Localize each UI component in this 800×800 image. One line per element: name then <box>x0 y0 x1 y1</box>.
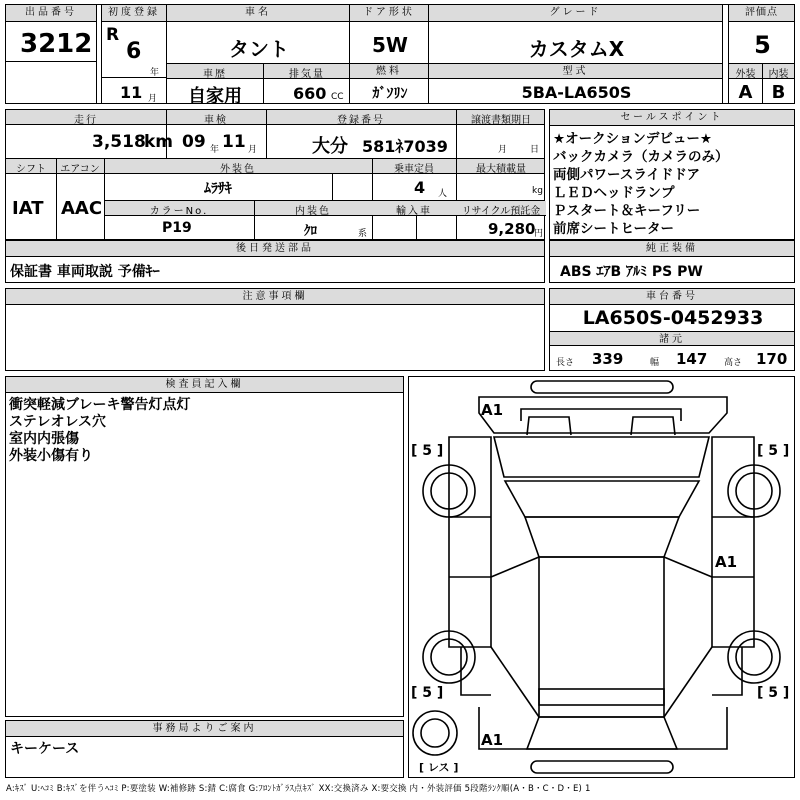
ac-label: エアコン <box>60 164 100 175</box>
displacement-unit: CC <box>331 92 344 102</box>
ext-label: 外装 <box>735 69 756 80</box>
first-reg-cell <box>101 4 167 104</box>
caution-label: 注意事項欄 <box>6 289 544 305</box>
office-text: キーケース <box>10 741 80 757</box>
inspection-month-unit: 月 <box>248 145 258 155</box>
sales-box <box>549 109 795 240</box>
reg-label: 登録番号 <box>337 115 385 126</box>
inspection-year-unit: 年 <box>210 145 220 155</box>
capacity-unit: 人 <box>438 189 448 199</box>
int-color-label: 内装色 <box>295 206 331 217</box>
mileage-unit: km <box>144 132 174 152</box>
vehicle-detail-block <box>5 109 545 240</box>
sales-label: セールスポイント <box>550 110 794 126</box>
inspector-line-1: 衝突軽減ブレーキ警告灯点灯 <box>9 397 191 413</box>
chassis-label: 車台番号 <box>550 289 794 305</box>
lot-number: 3212 <box>20 29 93 59</box>
int-score: B <box>771 82 786 103</box>
recycle-label: リサイクル預託金 <box>461 206 541 217</box>
tire-front-left: [ 5 ] <box>411 443 444 459</box>
sales-line-2: バックカメラ（カメラのみ） <box>553 149 729 165</box>
sales-line-6: 前席シートヒーター <box>553 221 674 237</box>
shift: IAT <box>12 198 44 219</box>
first-reg-month-unit: 月 <box>148 94 158 104</box>
equip-label: 純正装備 <box>550 241 794 257</box>
score-cell <box>728 4 795 104</box>
parts-text: 保証書 車両取説 予備ｷｰ <box>10 264 160 280</box>
width-label: 幅 <box>650 358 660 368</box>
reg-number: 581ﾈ7039 <box>362 137 448 156</box>
length: 339 <box>592 350 624 368</box>
load-unit: kg <box>532 186 543 196</box>
door-cell <box>349 4 429 104</box>
lot-label: 出品番号 <box>6 5 96 22</box>
reg-area: 大分 <box>312 136 348 157</box>
specs-label: 諸元 <box>550 331 794 346</box>
tire-rear-left: [ 5 ] <box>411 685 444 701</box>
car-diagram <box>408 376 795 778</box>
equip-text: ABS ｴｱB ｱﾙﾐ PS PW <box>560 264 703 280</box>
car-outline-svg <box>409 377 794 777</box>
legend: A:ｷｽﾞ U:ﾍｺﾐ B:ｷｽﾞを伴うﾍｺﾐ P:要塗装 W:補修跡 S:錆 C:腐食 G:ﾌﾛﾝﾄｶﾞﾗｽ点ｷｽﾞ XX:交換済み X:要交換 内・外装評価 5段階ﾗﾝｸ順(A・B・C・D・E) 1 <box>6 784 591 794</box>
mileage-label: 走行 <box>74 115 98 126</box>
color-no-label: カラーNo. <box>149 206 209 217</box>
lot-cell <box>5 4 97 104</box>
inspection-label: 車検 <box>204 115 228 126</box>
fuel-label: 燃料 <box>350 63 428 79</box>
first-reg-year-unit: 年 <box>150 68 160 78</box>
grade-cell <box>428 4 723 104</box>
tire-front-right: [ 5 ] <box>757 443 790 459</box>
displacement-label: 排気量 <box>289 69 325 80</box>
door-type: 5W <box>372 33 408 57</box>
inspector-line-4: 外装小傷有り <box>9 448 93 464</box>
color-no: P19 <box>162 220 192 236</box>
sales-line-5: Ｐスタート＆キーフリー <box>553 203 701 219</box>
inspector-line-2: ステレオレス穴 <box>9 414 107 430</box>
first-reg-month: 11 <box>120 83 143 102</box>
spare-tire: [ レス ] <box>419 761 459 774</box>
inspector-label: 検査員記入欄 <box>6 377 403 393</box>
ac: AAC <box>61 198 103 219</box>
fuel: ｶﾞｿﾘﾝ <box>372 86 408 102</box>
inspection-month: 11 <box>222 132 246 152</box>
mark-front: A1 <box>481 401 504 419</box>
interior-color-unit: 系 <box>358 229 368 239</box>
capacity: 4 <box>414 178 426 197</box>
mileage: 3,518 <box>92 132 146 152</box>
name-cell <box>166 4 350 107</box>
recycle-unit: 円 <box>534 229 544 239</box>
model-label: 型式 <box>429 63 722 79</box>
car-name: タント <box>229 37 289 61</box>
parts-box <box>5 240 545 283</box>
width: 147 <box>676 350 708 368</box>
int-label: 内装 <box>768 69 789 80</box>
door-label: ドア形状 <box>350 5 428 22</box>
chassis-number: LA650S-0452933 <box>582 307 764 329</box>
mark-rear: A1 <box>481 731 504 749</box>
parts-label: 後日発送部品 <box>6 241 544 257</box>
sales-line-1: ★オークションデビュー★ <box>553 131 712 147</box>
car-history-label: 車歴 <box>203 69 227 80</box>
office-label: 事務局よりご案内 <box>6 721 403 737</box>
grade: カスタムX <box>528 37 625 61</box>
tire-rear-right: [ 5 ] <box>757 685 790 701</box>
office-box <box>5 720 404 778</box>
car-history: 自家用 <box>188 86 242 107</box>
inspection-year: 09 <box>182 132 206 152</box>
shift-label: シフト <box>16 164 46 175</box>
grade-label: グレード <box>429 5 722 22</box>
height: 170 <box>756 350 788 368</box>
chassis-box <box>549 288 795 371</box>
ext-score: A <box>738 82 753 103</box>
name-label: 車名 <box>167 5 349 22</box>
length-label: 長さ <box>556 358 575 368</box>
exterior-color: ﾑﾗｻｷ <box>204 181 232 197</box>
capacity-label: 乗車定員 <box>394 164 434 175</box>
recycle-fee: 9,280 <box>488 220 536 238</box>
interior-color: ｸﾛ <box>304 224 317 239</box>
transfer-day-unit: 日 <box>530 145 540 155</box>
inspector-line-3: 室内内張傷 <box>9 431 79 447</box>
load-label: 最大積載量 <box>476 164 526 175</box>
first-reg-label: 初度登録 <box>102 5 166 22</box>
first-reg-era: R <box>106 25 120 45</box>
score: 5 <box>754 31 771 59</box>
model: 5BA-LA650S <box>521 83 632 102</box>
first-reg-year: 6 <box>126 39 142 64</box>
import-label: 輸入車 <box>396 206 432 217</box>
sales-line-3: 両側パワースライドドア <box>553 167 701 183</box>
transfer-month-unit: 月 <box>498 145 508 155</box>
mark-side: A1 <box>715 553 738 571</box>
transfer-label: 譲渡書類期日 <box>471 115 531 126</box>
inspector-box <box>5 376 404 717</box>
caution-box <box>5 288 545 371</box>
height-label: 高さ <box>724 358 743 368</box>
displacement: 660 <box>293 84 327 103</box>
color-label: 外装色 <box>220 164 256 175</box>
equip-box <box>549 240 795 283</box>
sales-line-4: ＬＥＤヘッドランプ <box>553 185 675 201</box>
score-label: 評価点 <box>729 5 794 22</box>
